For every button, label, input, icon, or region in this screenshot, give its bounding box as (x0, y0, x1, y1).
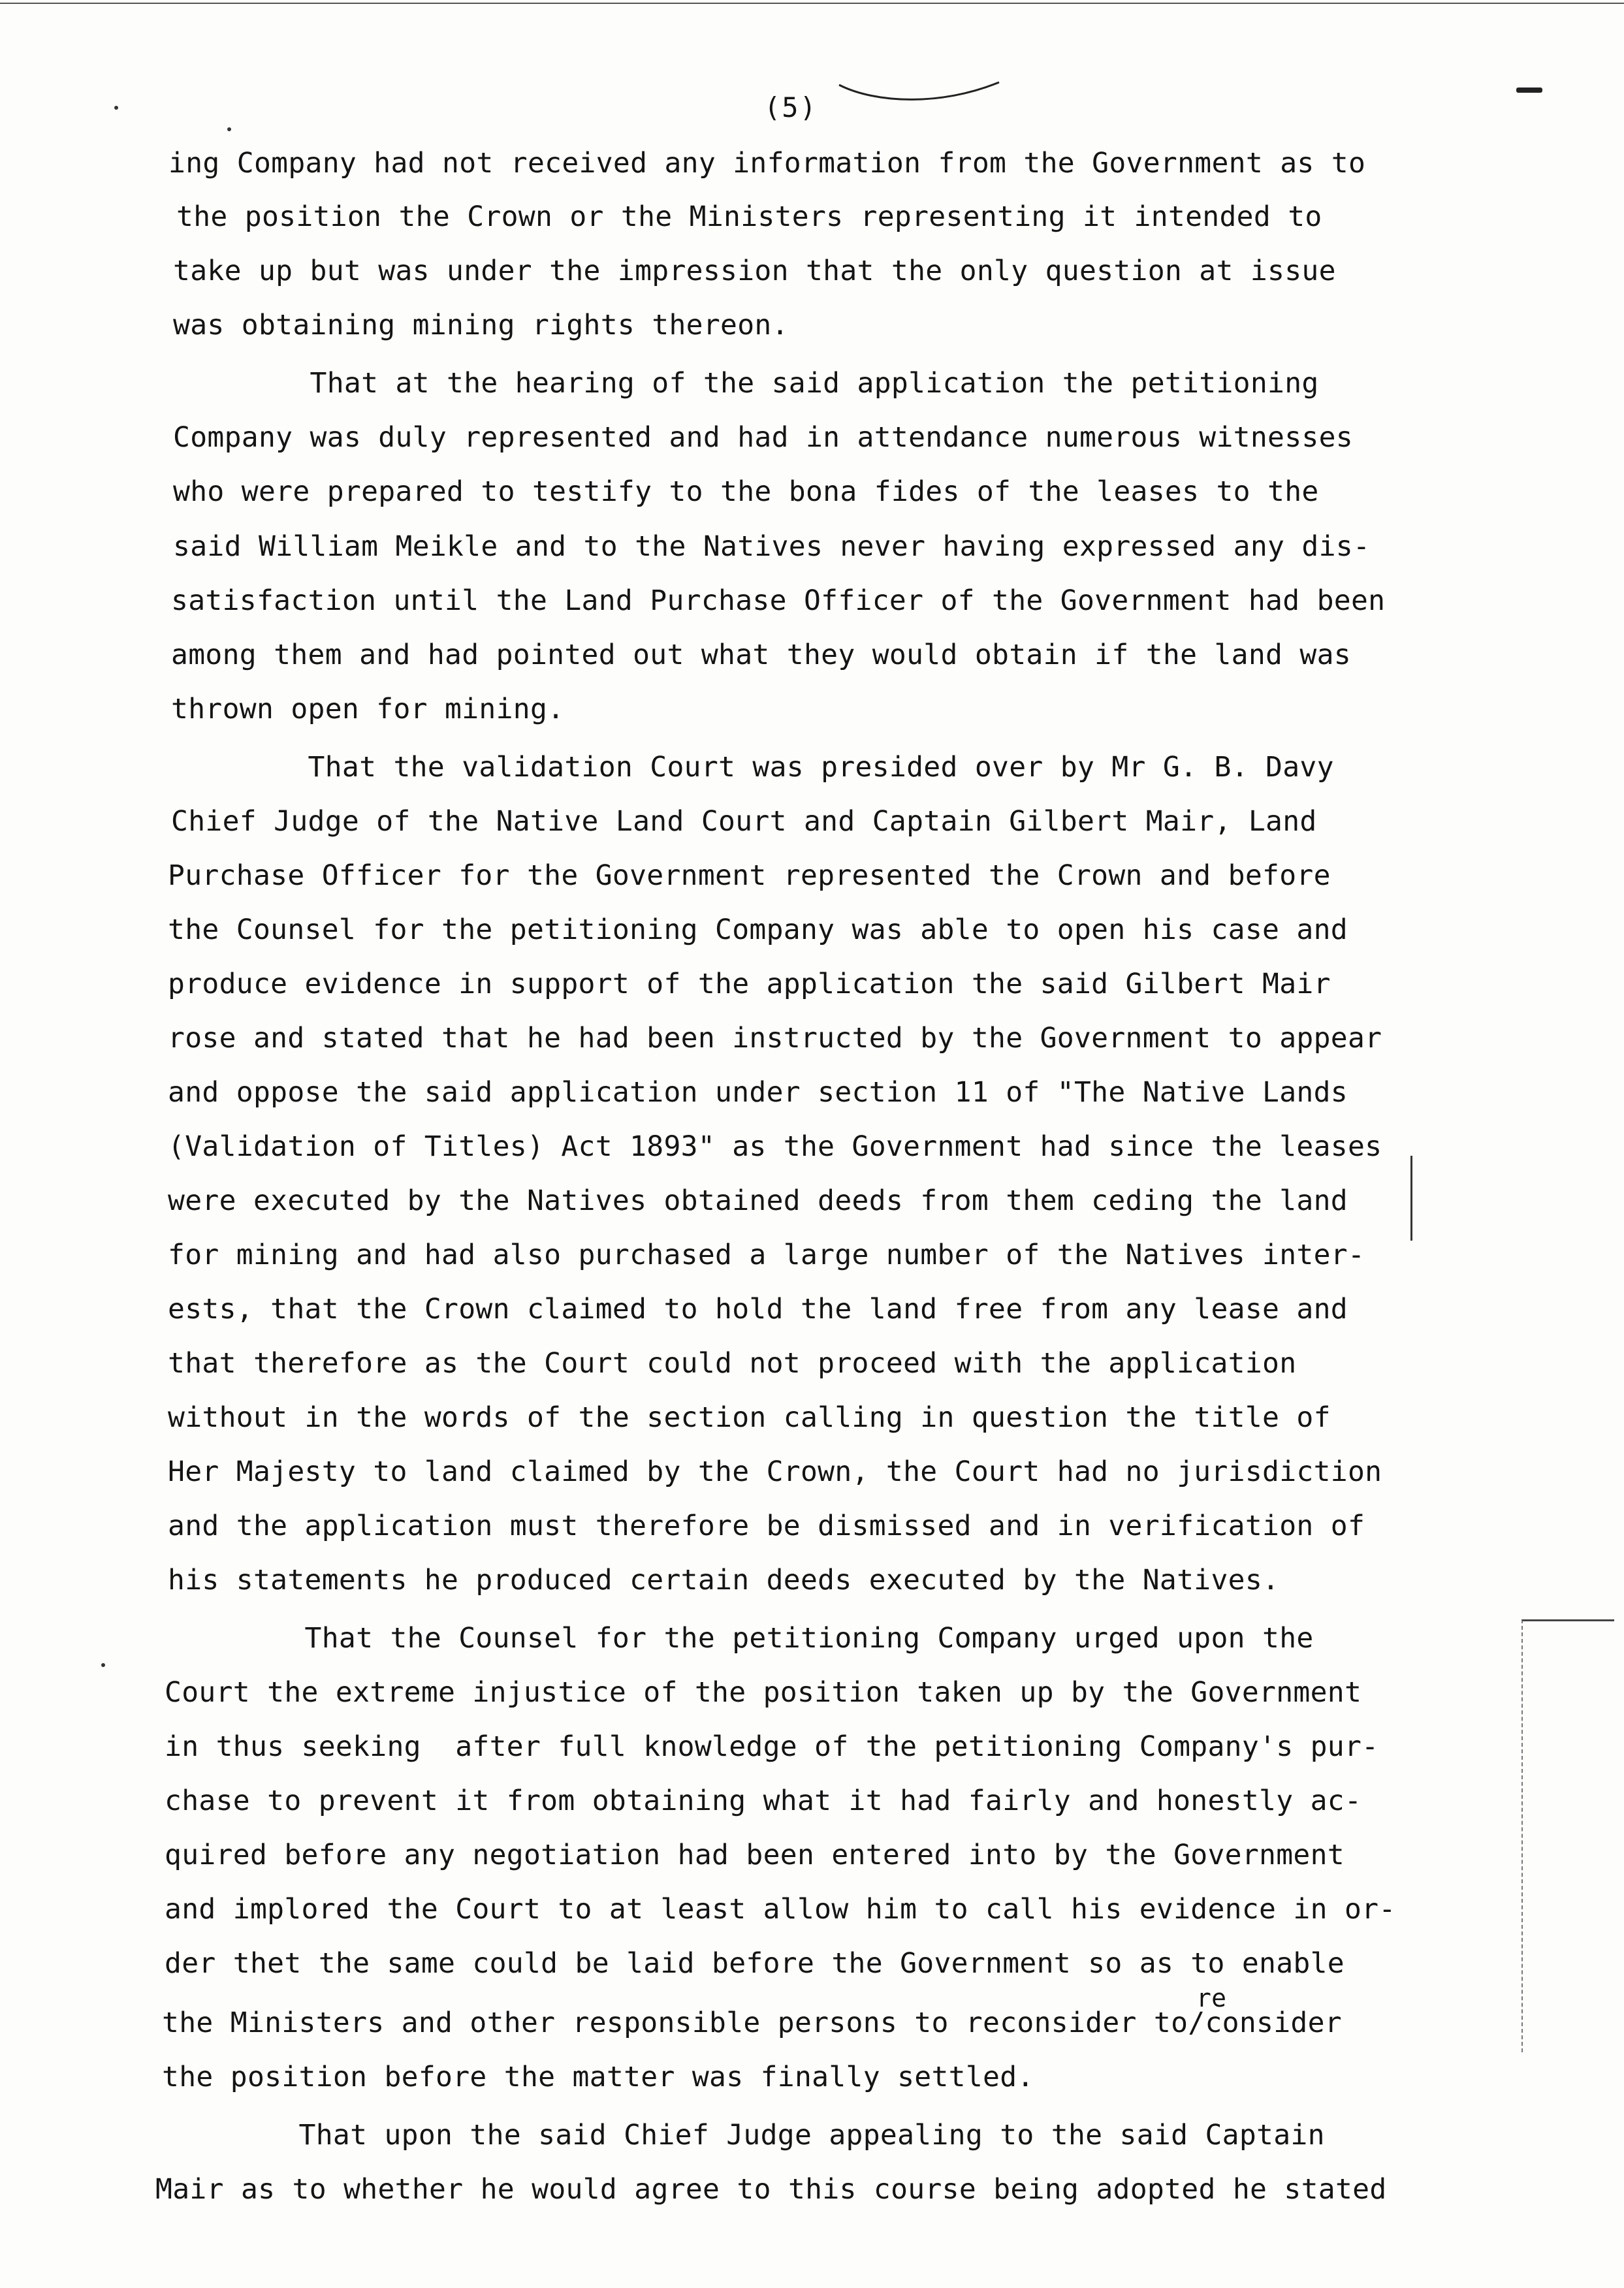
text-line: the Ministers and other responsible persons to reconsider to/consider (162, 2007, 1342, 2039)
text-line: among them and had pointed out what they would obtain if the land was (171, 639, 1351, 671)
text-line: quired before any negotiation had been entered into by the Government (165, 1839, 1345, 1871)
ink-speck (227, 127, 231, 131)
text-line: rose and stated that he had been instructed by the Government to appear (168, 1022, 1382, 1055)
text-line: satisfaction until the Land Purchase Officer of the Government had been (171, 584, 1386, 617)
text-line: That the validation Court was presided over by Mr G. B. Davy (171, 751, 1334, 784)
text-line: Her Majesty to land claimed by the Crown, the Court had no jurisdiction (168, 1455, 1382, 1488)
text-line: said William Meikle and to the Natives never having expressed any dis- (173, 530, 1371, 563)
text-line: that therefore as the Court could not proceed with the application (168, 1347, 1297, 1380)
edge-stamp-mark (1521, 1619, 1614, 2052)
margin-dash-mark (1516, 87, 1542, 93)
text-line: without in the words of the section calling in question the title of (168, 1401, 1331, 1434)
text-line: in thus seeking after full knowledge of the petitioning Company's pur- (165, 1730, 1379, 1763)
text-line: and implored the Court to at least allow him to call his evidence in or- (165, 1893, 1396, 1926)
text-line: the position before the matter was finally settled. (162, 2061, 1034, 2093)
text-line: That the Counsel for the petitioning Company urged upon the (168, 1622, 1314, 1655)
margin-bracket-mark (1410, 1156, 1416, 1241)
text-line: who were prepared to testify to the bona fides of the leases to the (173, 475, 1319, 508)
text-line: (Validation of Titles) Act 1893" as the Government had since the leases (168, 1130, 1382, 1163)
text-line: take up but was under the impression that the only question at issue (173, 255, 1336, 287)
ink-speck (101, 1663, 105, 1667)
text-line: Chief Judge of the Native Land Court and Captain Gilbert Mair, Land (171, 805, 1317, 838)
text-line: and oppose the said application under section 11 of "The Native Lands (168, 1076, 1348, 1109)
text-line: the position the Crown or the Ministers representing it intended to (176, 200, 1322, 233)
text-line: the Counsel for the petitioning Company was able to open his case and (168, 914, 1348, 946)
text-line: chase to prevent it from obtaining what it had fairly and honestly ac- (165, 1785, 1362, 1817)
text-line: thrown open for mining. (171, 693, 565, 725)
text-line: for mining and had also purchased a large number of the Natives inter- (168, 1239, 1365, 1271)
text-line: produce evidence in support of the application the said Gilbert Mair (168, 968, 1331, 1000)
text-line: Company was duly represented and had in attendance numerous witnesses (173, 421, 1353, 454)
text-line: Mair as to whether he would agree to this course being adopted he stated (155, 2173, 1387, 2206)
text-line: Purchase Officer for the Government represented the Crown and before (168, 859, 1331, 892)
page-number: (5) (764, 91, 818, 123)
text-line: der thet the same could be laid before the Government so as to enable (165, 1947, 1345, 1980)
text-line: That at the hearing of the said application the petitioning (173, 367, 1319, 400)
interlinear-insertion: re (1196, 1984, 1227, 2012)
text-line: were executed by the Natives obtained deeds from them ceding the land (168, 1184, 1348, 1217)
text-line: and the application must therefore be dismissed and in verification of (168, 1510, 1365, 1542)
pen-stroke-mark (836, 77, 1006, 116)
text-line: ing Company had not received any information from the Government as to (168, 147, 1366, 180)
top-edge-rule (0, 3, 1624, 4)
text-line: That upon the said Chief Judge appealing to the said Captain (162, 2119, 1325, 2152)
text-line: ests, that the Crown claimed to hold the land free from any lease and (168, 1293, 1348, 1326)
text-line: his statements he produced certain deeds executed by the Natives. (168, 1564, 1280, 1597)
ink-speck (114, 106, 118, 110)
text-line: Court the extreme injustice of the position taken up by the Government (165, 1676, 1362, 1709)
text-line: was obtaining mining rights thereon. (173, 309, 789, 342)
